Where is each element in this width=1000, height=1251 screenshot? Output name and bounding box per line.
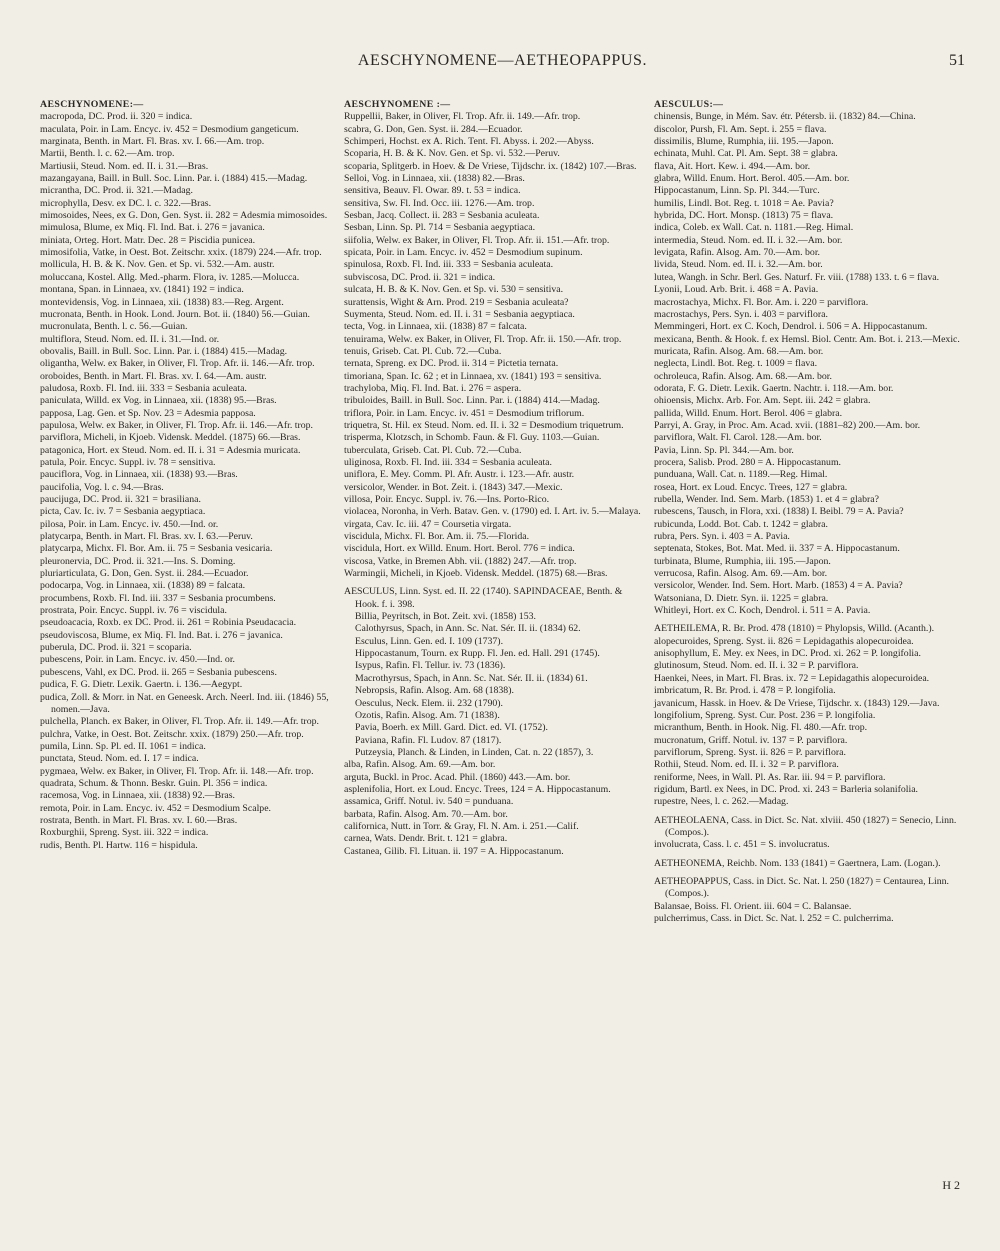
species-entry: macropoda, DC. Prod. ii. 320 = indica. bbox=[40, 111, 193, 123]
species-entry: pubescens, Poir. in Lam. Encyc. iv. 450.—Ind. or. bbox=[40, 654, 235, 666]
synonym-entry: Oesculus, Neck. Elem. ii. 232 (1790). bbox=[355, 697, 504, 709]
species-entry: muricata, Rafin. Alsog. Am. 68.—Am. bor. bbox=[654, 345, 824, 357]
synonym-entry: Macrothyrsus, Spach, in Ann. Sc. Nat. Sér. II. ii. (1834) 61. bbox=[355, 672, 588, 684]
species-entry: Whitleyi, Hort. ex C. Koch, Dendrol. i. 511 = A. Pavia. bbox=[654, 605, 871, 617]
synonym-entry: Calothyrsus, Spach, in Ann. Sc. Nat. Sér. II. ii. (1834) 62. bbox=[355, 623, 581, 635]
species-entry: pulchra, Vatke, in Oest. Bot. Zeitschr. xxix. (1879) 250.—Afr. trop. bbox=[40, 728, 304, 740]
species-entry: viscidula, Michx. Fl. Bor. Am. ii. 75.—Florida. bbox=[344, 531, 530, 543]
species-entry: rubra, Pers. Syn. i. 403 = A. Pavia. bbox=[654, 531, 790, 543]
column-2 bbox=[344, 99, 644, 858]
synonym-entry: Billia, Peyritsch, in Bot. Zeit. xvi. (1858) 153. bbox=[355, 611, 536, 623]
species-entry: ochroleuca, Rafin. Alsog. Am. 68.—Am. bor. bbox=[654, 370, 832, 382]
genus-entry: AETHEILEMA, R. Br. Prod. 478 (1810) = Phylopsis, Willd. (Acanth.). bbox=[654, 623, 935, 635]
column-3 bbox=[654, 99, 974, 925]
species-entry: platycarpa, Michx. Fl. Bor. Am. ii. 75 = Sesbania vesicaria. bbox=[40, 543, 273, 555]
species-entry: Parryi, A. Gray, in Proc. Am. Acad. xvii. (1881–82) 200.—Am. bor. bbox=[654, 419, 921, 431]
species-entry: ternata, Spreng. ex DC. Prod. ii. 314 = Pictetia ternata. bbox=[344, 358, 559, 370]
species-entry: sulcata, H. B. & K. Nov. Gen. et Sp. vi. 530 = sensitiva. bbox=[344, 284, 564, 296]
species-entry: uliginosa, Roxb. Fl. Ind. iii. 334 = Sesbania aculeata. bbox=[344, 456, 552, 468]
species-entry: turbinata, Blume, Rumphia, iii. 195.—Japon. bbox=[654, 555, 831, 567]
species-entry: paniculata, Willd. ex Vog. in Linnaea, xii. (1838) 95.—Bras. bbox=[40, 395, 277, 407]
species-entry: pallida, Willd. Enum. Hort. Berol. 406 = glabra. bbox=[654, 407, 843, 419]
species-entry: glabra, Willd. Enum. Hort. Berol. 405.—Am. bor. bbox=[654, 173, 850, 185]
species-entry: spicata, Poir. in Lam. Encyc. iv. 452 = Desmodium supinum. bbox=[344, 247, 583, 259]
species-entry: Sesban, Jacq. Collect. ii. 283 = Sesbania aculeata. bbox=[344, 210, 540, 222]
species-entry: procumbens, Roxb. Fl. Ind. iii. 337 = Sesbania procumbens. bbox=[40, 592, 276, 604]
species-entry: ohioensis, Michx. Arb. For. Am. Sept. iii. 242 = glabra. bbox=[654, 395, 871, 407]
species-entry: rubescens, Tausch, in Flora, xxi. (1838) I. Beibl. 79 = A. Pavia? bbox=[654, 506, 904, 518]
species-entry: pulcherrimus, Cass. in Dict. Sc. Nat. l. 252 = C. pulcherrima. bbox=[654, 913, 894, 924]
page-header bbox=[40, 52, 965, 74]
species-entry: uniflora, E. Mey. Comm. Pl. Afr. Austr. i. 123.—Afr. austr. bbox=[344, 469, 575, 481]
synonym-entry: Nebropsis, Rafin. Alsog. Am. 68 (1838). bbox=[355, 685, 514, 697]
species-entry: barbata, Rafin. Alsog. Am. 70.—Am. bor. bbox=[344, 808, 508, 820]
species-entry: levigata, Rafin. Alsog. Am. 70.—Am. bor. bbox=[654, 247, 820, 259]
species-entry: assamica, Griff. Notul. iv. 540 = punduana. bbox=[344, 796, 514, 808]
species-entry: echinata, Muhl. Cat. Pl. Am. Sept. 38 = glabra. bbox=[654, 148, 838, 160]
species-entry: carnea, Wats. Dendr. Brit. t. 121 = glabra. bbox=[344, 833, 508, 845]
species-entry: siifolia, Welw. ex Baker, in Oliver, Fl. Trop. Afr. ii. 151.—Afr. trop. bbox=[344, 234, 610, 246]
species-entry: involucrata, Cass. l. c. 451 = S. involucratus. bbox=[654, 839, 830, 851]
species-entry: reniforme, Nees, in Wall. Pl. As. Rar. iii. 94 = P. parviflora. bbox=[654, 771, 886, 783]
species-entry: alopecuroides, Spreng. Syst. ii. 826 = Lepidagathis alopecuroidea. bbox=[654, 635, 914, 647]
species-entry: surattensis, Wight & Arn. Prod. 219 = Sesbania aculeata? bbox=[344, 296, 569, 308]
species-entry: californica, Nutt. in Torr. & Gray, Fl. N. Am. i. 251.—Calif. bbox=[344, 820, 579, 832]
species-entry: mexicana, Benth. & Hook. f. ex Hemsl. Biol. Centr. Am. Bot. i. 213.—Mexic. bbox=[654, 333, 960, 345]
species-entry: punduana, Wall. Cat. n. 1189.—Reg. Himal. bbox=[654, 469, 828, 481]
species-entry: quadrata, Schum. & Thonn. Beskr. Guin. Pl. 356 = indica. bbox=[40, 777, 268, 789]
genus-entry: AETHEOPAPPUS, Cass. in Dict. Sc. Nat. l. 250 (1827) = Centaurea, Linn. (Compos.). bbox=[654, 875, 949, 900]
species-entry: rosea, Hort. ex Loud. Encyc. Trees, 127 = glabra. bbox=[654, 481, 848, 493]
species-entry: pseudoacacia, Roxb. ex DC. Prod. ii. 261 = Robinia Pseudacacia. bbox=[40, 617, 297, 629]
species-entry: violacea, Noronha, in Verh. Batav. Gen. v. (1790) ed. I. Art. iv. 5.—Malaya. bbox=[344, 506, 641, 518]
species-entry: viscidula, Hort. ex Willd. Enum. Hort. Berol. 776 = indica. bbox=[344, 543, 575, 555]
species-entry: pleuronervia, DC. Prod. ii. 321.—Ins. S. Doming. bbox=[40, 555, 236, 567]
species-entry: longifolium, Spreng. Syst. Cur. Post. 236 = P. longifolia. bbox=[654, 709, 876, 721]
page-number: 51 bbox=[949, 52, 965, 69]
species-entry: Martii, Benth. l. c. 62.—Am. trop. bbox=[40, 148, 175, 160]
species-entry: Roxburghii, Spreng. Syst. iii. 322 = indica. bbox=[40, 827, 209, 839]
species-entry: podocarpa, Vog. in Linnaea, xii. (1838) 89 = falcata. bbox=[40, 580, 246, 592]
species-entry: subviscosa, DC. Prod. ii. 321 = indica. bbox=[344, 271, 496, 283]
synonym-entry: Hippocastanum, Tourn. ex Rupp. Fl. Jen. ed. Hall. 291 (1745). bbox=[355, 648, 600, 660]
species-entry: mucronata, Benth. in Hook. Lond. Journ. Bot. ii. (1840) 56.—Guian. bbox=[40, 308, 310, 320]
species-entry: procera, Salisb. Prod. 280 = A. Hippocastanum. bbox=[654, 456, 842, 468]
synonym-entry: Pavia, Boerh. ex Mill. Gard. Dict. ed. VI. (1752). bbox=[355, 722, 548, 734]
species-entry: viscosa, Vatke, in Bremen Abh. vii. (1882) 247.—Afr. trop. bbox=[344, 555, 577, 567]
species-entry: moluccana, Kostel. Allg. Med.-pharm. Flora, iv. 1285.—Molucca. bbox=[40, 271, 300, 283]
species-entry: macrostachya, Michx. Fl. Bor. Am. i. 220 = parviflora. bbox=[654, 296, 869, 308]
species-entry: rupestre, Nees, l. c. 262.—Madag. bbox=[654, 796, 789, 808]
species-entry: patula, Poir. Encyc. Suppl. iv. 78 = sensitiva. bbox=[40, 456, 216, 468]
species-entry: hybrida, DC. Hort. Monsp. (1813) 75 = flava. bbox=[654, 210, 834, 222]
species-entry: papulosa, Welw. ex Baker, in Oliver, Fl. Trop. Afr. ii. 146.—Afr. trop. bbox=[40, 419, 313, 431]
species-entry: Suymenta, Steud. Nom. ed. II. i. 31 = Sesbania aegyptiaca. bbox=[344, 308, 575, 320]
species-entry: mimulosa, Blume, ex Miq. Fl. Ind. Bat. i. 276 = javanica. bbox=[40, 222, 265, 234]
species-entry: javanicum, Hassk. in Hoev. & De Vriese, Tijdschr. x. (1843) 129.—Java. bbox=[654, 697, 940, 709]
species-entry: rubicunda, Lodd. Bot. Cab. t. 1242 = glabra. bbox=[654, 518, 828, 530]
species-entry: platycarpa, Benth. in Mart. Fl. Bras. xv. I. 63.—Peruv. bbox=[40, 531, 253, 543]
species-entry: pubescens, Vahl, ex DC. Prod. ii. 265 = Sesbania pubescens. bbox=[40, 666, 277, 678]
species-entry: Balansae, Boiss. Fl. Orient. iii. 604 = C. Balansae. bbox=[654, 900, 852, 912]
species-entry: parviflorum, Spreng. Syst. ii. 826 = P. parviflora. bbox=[654, 746, 846, 758]
species-entry: puberula, DC. Prod. ii. 321 = scoparia. bbox=[40, 642, 192, 654]
species-entry: Castanea, Gilib. Fl. Lituan. ii. 197 = A. Hippocastanum. bbox=[344, 845, 564, 857]
species-entry: pudica, Zoll. & Morr. in Nat. en Geneesk. Arch. Neerl. Ind. iii. (1846) 55, nomen.—Java. bbox=[40, 691, 329, 715]
species-entry: tribuloides, Baill. in Bull. Soc. Linn. Par. i. (1884) 414.—Madag. bbox=[344, 395, 600, 407]
species-entry: parviflora, Micheli, in Kjoeb. Vidensk. Meddel. (1875) 66.—Bras. bbox=[40, 432, 301, 444]
species-entry: odorata, F. G. Dietr. Lexik. Gaertn. Nachtr. i. 118.—Am. bor. bbox=[654, 382, 894, 394]
species-entry: oligantha, Welw. ex Baker, in Oliver, Fl. Trop. Afr. ii. 146.—Afr. trop. bbox=[40, 358, 315, 370]
species-entry: chinensis, Bunge, in Mém. Sav. étr. Pétersb. ii. (1832) 84.—China. bbox=[654, 111, 916, 123]
species-entry: indica, Coleb. ex Wall. Cat. n. 1181.—Reg. Himal. bbox=[654, 222, 854, 234]
species-entry: macrostachys, Pers. Syn. i. 403 = parviflora. bbox=[654, 308, 828, 320]
species-entry: pudica, F. G. Dietr. Lexik. Gaertn. i. 136.—Aegypt. bbox=[40, 679, 243, 691]
species-entry: mucronatum, Griff. Notul. iv. 137 = P. parviflora. bbox=[654, 734, 848, 746]
species-entry: mucronulata, Benth. l. c. 56.—Guian. bbox=[40, 321, 188, 333]
species-entry: micranthum, Benth. in Hook. Nig. Fl. 480.—Afr. trop. bbox=[654, 722, 868, 734]
species-entry: prostrata, Poir. Encyc. Suppl. iv. 76 = viscidula. bbox=[40, 605, 227, 617]
species-entry: pilosa, Poir. in Lam. Encyc. iv. 450.—Ind. or. bbox=[40, 518, 219, 530]
species-entry: Haenkei, Nees, in Mart. Fl. Bras. ix. 72 = Lepidagathis alopecuroidea. bbox=[654, 672, 930, 684]
species-entry: livida, Steud. Nom. ed. II. i. 32.—Am. bor. bbox=[654, 259, 823, 271]
species-entry: mollicula, H. B. & K. Nov. Gen. et Sp. vi. 532.—Am. austr. bbox=[40, 259, 275, 271]
species-entry: triflora, Poir. in Lam. Encyc. iv. 451 = Desmodium triflorum. bbox=[344, 407, 585, 419]
species-entry: marginata, Benth. in Mart. Fl. Bras. xv. I. 66.—Am. trop. bbox=[40, 136, 265, 148]
species-entry: miniata, Orteg. Hort. Matr. Dec. 28 = Piscidia punicea. bbox=[40, 234, 256, 246]
species-entry: Rothii, Steud. Nom. ed. II. i. 32 = P. parviflora. bbox=[654, 759, 839, 771]
species-entry: virgata, Cav. Ic. iii. 47 = Coursetia virgata. bbox=[344, 518, 512, 530]
running-title: AESCHYNOMENE—AETHEOPAPPUS. bbox=[357, 52, 648, 69]
genus-entry: AESCULUS, Linn. Syst. ed. II. 22 (1740). SAPINDACEAE, Benth. & Hook. f. i. 398. bbox=[344, 586, 623, 610]
species-entry: paucijuga, DC. Prod. ii. 321 = brasiliana. bbox=[40, 494, 201, 505]
species-entry: triquetra, St. Hil. ex Steud. Nom. ed. II. i. 32 = Desmodium triquetrum. bbox=[344, 419, 624, 431]
species-entry: imbricatum, R. Br. Prod. i. 478 = P. longifolia. bbox=[654, 685, 836, 697]
species-entry: pauciflora, Vog. in Linnaea, xii. (1838) 93.—Bras. bbox=[40, 469, 238, 481]
species-entry: discolor, Pursh, Fl. Am. Sept. i. 255 = flava. bbox=[654, 123, 827, 135]
species-entry: Selloi, Vog. in Linnaea, xii. (1838) 82.—Bras. bbox=[344, 173, 525, 185]
column-heading: AESCHYNOMENE :— bbox=[344, 99, 451, 110]
species-entry: neglecta, Lindl. Bot. Reg. t. 1009 = flava. bbox=[654, 358, 818, 370]
species-entry: oroboides, Benth. in Mart. Fl. Bras. xv. I. 64.—Am. austr. bbox=[40, 370, 267, 382]
species-entry: papposa, Lag. Gen. et Sp. Nov. 23 = Adesmia papposa. bbox=[40, 407, 256, 419]
species-entry: paludosa, Roxb. Fl. Ind. iii. 333 = Sesbania aculeata. bbox=[40, 382, 247, 394]
synonym-entry: Ozotis, Rafin. Alsog. Am. 71 (1838). bbox=[355, 709, 500, 721]
species-entry: pluriarticulata, G. Don, Gen. Syst. ii. 284.—Ecuador. bbox=[40, 568, 249, 580]
species-entry: Hippocastanum, Linn. Sp. Pl. 344.—Turc. bbox=[654, 185, 820, 197]
column-1 bbox=[40, 99, 340, 852]
column-heading: AESCHYNOMENE:— bbox=[40, 99, 144, 110]
signature-mark: H 2 bbox=[942, 1178, 960, 1192]
species-entry: rigidum, Bartl. ex Nees, in DC. Prod. xi. 243 = Barleria solanifolia. bbox=[654, 783, 919, 795]
species-entry: septenata, Stokes, Bot. Mat. Med. ii. 337 = A. Hippocastanum. bbox=[654, 543, 900, 555]
species-entry: Sesban, Linn. Sp. Pl. 714 = Sesbania aegyptiaca. bbox=[344, 222, 536, 234]
genus-entry: AETHEOLAENA, Cass. in Dict. Sc. Nat. xlviii. 450 (1827) = Senecio, Linn. (Compos.). bbox=[654, 814, 957, 838]
species-entry: microphylla, Desv. ex DC. l. c. 322.—Bras. bbox=[40, 197, 212, 209]
species-entry: punctata, Steud. Nom. ed. I. 17 = indica. bbox=[40, 753, 199, 765]
species-entry: sensitiva, Sw. Fl. Ind. Occ. iii. 1276.—Am. trop. bbox=[344, 197, 535, 209]
species-entry: tecta, Vog. in Linnaea, xii. (1838) 87 = falcata. bbox=[344, 321, 527, 333]
species-entry: intermedia, Steud. Nom. ed. II. i. 32.—Am. bor. bbox=[654, 234, 843, 246]
species-entry: tenuirama, Welw. ex Baker, in Oliver, Fl. Trop. Afr. ii. 150.—Afr. trop. bbox=[344, 333, 622, 345]
species-entry: remota, Poir. in Lam. Encyc. iv. 452 = Desmodium Scalpe. bbox=[40, 802, 271, 814]
species-entry: maculata, Poir. in Lam. Encyc. iv. 452 = Desmodium gangeticum. bbox=[40, 123, 299, 135]
species-entry: versicolor, Wender. Ind. Sem. Hort. Marb. (1853) 4 = A. Pavia? bbox=[654, 580, 903, 592]
species-entry: trisperma, Klotzsch, in Schomb. Faun. & Fl. Guy. 1103.—Guian. bbox=[344, 432, 600, 444]
species-entry: alba, Rafin. Alsog. Am. 69.—Am. bor. bbox=[344, 759, 496, 771]
species-entry: montana, Span. in Linnaea, xv. (1841) 192 = indica. bbox=[40, 284, 244, 296]
species-entry: Scoparia, H. B. & K. Nov. Gen. et Sp. vi. 532.—Peruv. bbox=[344, 148, 560, 160]
species-entry: glutinosum, Steud. Nom. ed. II. i. 32 = P. parviflora. bbox=[654, 660, 859, 672]
species-entry: montevidensis, Vog. in Linnaea, xii. (1838) 83.—Reg. Argent. bbox=[40, 296, 284, 308]
species-entry: lutea, Wangh. in Schr. Berl. Ges. Naturf. Fr. viii. (1788) 133. t. 6 = flava. bbox=[654, 271, 940, 283]
species-entry: pulchella, Planch. ex Baker, in Oliver, Fl. Trop. Afr. ii. 149.—Afr. trop. bbox=[40, 716, 319, 728]
species-entry: flava, Ait. Hort. Kew. i. 494.—Am. bor. bbox=[654, 160, 811, 172]
species-entry: asplenifolia, Hort. ex Loud. Encyc. Trees, 124 = A. Hippocastanum. bbox=[344, 783, 611, 795]
species-entry: Ruppellii, Baker, in Oliver, Fl. Trop. Afr. ii. 149.—Afr. trop. bbox=[344, 111, 581, 123]
species-entry: scabra, G. Don, Gen. Syst. ii. 284.—Ecuador. bbox=[344, 123, 523, 135]
species-entry: paucifolia, Vog. l. c. 94.—Bras. bbox=[40, 481, 164, 493]
species-entry: dissimilis, Blume, Rumphia, iii. 195.—Japon. bbox=[654, 136, 834, 148]
synonym-entry: Esculus, Linn. Gen. ed. I. 109 (1737). bbox=[355, 635, 504, 647]
species-entry: racemosa, Vog. in Linnaea, xii. (1838) 92.—Bras. bbox=[40, 790, 235, 802]
species-entry: pygmaea, Welw. ex Baker, in Oliver, Fl. Trop. Afr. ii. 148.—Afr. trop. bbox=[40, 765, 314, 777]
species-entry: mazangayana, Baill. in Bull. Soc. Linn. Par. i. (1884) 415.—Madag. bbox=[40, 173, 308, 185]
species-entry: rubella, Wender. Ind. Sem. Marb. (1853) 1. et 4 = glabra? bbox=[654, 494, 879, 505]
species-entry: tuberculata, Griseb. Cat. Pl. Cub. 72.—Cuba. bbox=[344, 444, 522, 456]
species-entry: pumila, Linn. Sp. Pl. ed. II. 1061 = indica. bbox=[40, 740, 206, 752]
species-entry: obovalis, Baill. in Bull. Soc. Linn. Par. i. (1884) 415.—Madag. bbox=[40, 345, 288, 357]
species-entry: sensitiva, Beauv. Fl. Owar. 89. t. 53 = indica. bbox=[344, 185, 521, 197]
synonym-entry: Putzeysia, Planch. & Linden, in Linden, Cat. n. 22 (1857), 3. bbox=[355, 746, 594, 758]
species-entry: rudis, Benth. Pl. Hartw. 116 = hispidula. bbox=[40, 839, 198, 851]
synonym-entry: Isypus, Rafin. Fl. Tellur. iv. 73 (1836). bbox=[355, 660, 506, 672]
species-entry: villosa, Poir. Encyc. Suppl. iv. 76.—Ins. Porto-Rico. bbox=[344, 494, 550, 505]
species-entry: Memmingeri, Hort. ex C. Koch, Dendrol. i. 506 = A. Hippocastanum. bbox=[654, 321, 928, 333]
species-entry: multiflora, Steud. Nom. ed. II. i. 31.—Ind. or. bbox=[40, 333, 220, 345]
species-entry: mimosoides, Nees, ex G. Don, Gen. Syst. ii. 282 = Adesmia mimosoides. bbox=[40, 210, 328, 222]
genus-entry: AETHEONEMA, Reichb. Nom. 133 (1841) = Gaertnera, Lam. (Logan.). bbox=[654, 857, 941, 869]
species-entry: verrucosa, Rafin. Alsog. Am. 69.—Am. bor. bbox=[654, 568, 828, 580]
species-entry: Watsoniana, D. Dietr. Syn. ii. 1225 = glabra. bbox=[654, 592, 829, 604]
synonym-entry: Paviana, Rafin. Fl. Ludov. 87 (1817). bbox=[355, 734, 502, 746]
species-entry: spinulosa, Roxb. Fl. Ind. iii. 333 = Sesbania aculeata. bbox=[344, 259, 554, 271]
species-entry: Martiusii, Steud. Nom. ed. II. i. 31.—Bras. bbox=[40, 160, 209, 172]
species-entry: rostrata, Benth. in Mart. Fl. Bras. xv. I. 60.—Bras. bbox=[40, 814, 238, 826]
species-entry: Pavia, Linn. Sp. Pl. 344.—Am. bor. bbox=[654, 444, 794, 456]
species-entry: Warmingii, Micheli, in Kjoeb. Vidensk. Meddel. (1875) 68.—Bras. bbox=[344, 568, 608, 580]
species-entry: mimosifolia, Vatke, in Oest. Bot. Zeitschr. xxix. (1879) 224.—Afr. trop. bbox=[40, 247, 322, 259]
species-entry: arguta, Buckl. in Proc. Acad. Phil. (1860) 443.—Am. bor. bbox=[344, 771, 571, 783]
species-entry: anisophyllum, E. Mey. ex Nees, in DC. Prod. xi. 262 = P. longifolia. bbox=[654, 648, 921, 660]
species-entry: parviflora, Walt. Fl. Carol. 128.—Am. bor. bbox=[654, 432, 822, 444]
species-entry: trachyloba, Miq. Fl. Ind. Bat. i. 276 = aspera. bbox=[344, 382, 522, 394]
species-entry: Schimperi, Hochst. ex A. Rich. Tent. Fl. Abyss. i. 202.—Abyss. bbox=[344, 136, 594, 148]
species-entry: pseudoviscosa, Blume, ex Miq. Fl. Ind. Bat. i. 276 = javanica. bbox=[40, 629, 283, 641]
species-entry: patagonica, Hort. ex Steud. Nom. ed. II. i. 31 = Adesmia muricata. bbox=[40, 444, 301, 456]
species-entry: versicolor, Wender. in Bot. Zeit. i. (1843) 347.—Mexic. bbox=[344, 481, 563, 493]
species-entry: Lyonii, Loud. Arb. Brit. i. 468 = A. Pavia. bbox=[654, 284, 819, 296]
species-entry: scoparia, Splitgerb. in Hoev. & De Vriese, Tijdschr. ix. (1842) 107.—Bras. bbox=[344, 160, 637, 172]
species-entry: humilis, Lindl. Bot. Reg. t. 1018 = Ae. Pavia? bbox=[654, 197, 834, 209]
species-entry: micrantha, DC. Prod. ii. 321.—Madag. bbox=[40, 185, 193, 197]
species-entry: tenuis, Griseb. Cat. Pl. Cub. 72.—Cuba. bbox=[344, 345, 502, 357]
species-entry: picta, Cav. Ic. iv. 7 = Sesbania aegyptiaca. bbox=[40, 506, 206, 518]
species-entry: timoriana, Span. Ic. 62 ; et in Linnaea, xv. (1841) 193 = sensitiva. bbox=[344, 370, 602, 382]
column-heading: AESCULUS:— bbox=[654, 99, 724, 110]
